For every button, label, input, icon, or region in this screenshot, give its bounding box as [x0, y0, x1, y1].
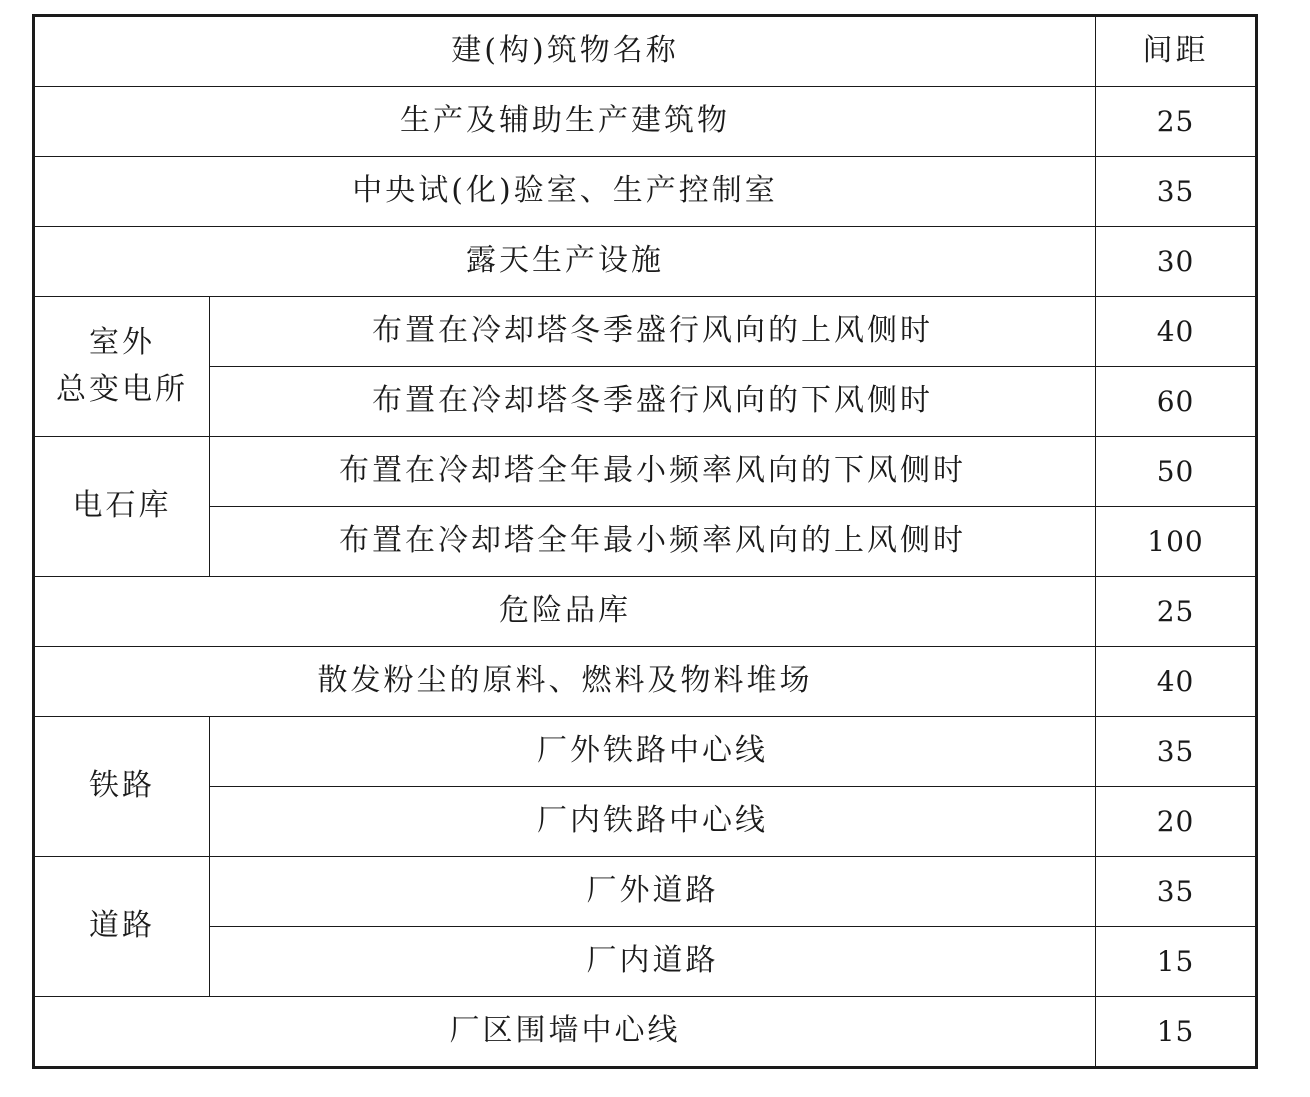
row-name-cell: 生产及辅助生产建筑物 — [34, 87, 1096, 157]
row-distance-cell: 100 — [1096, 507, 1257, 577]
table-row — [34, 997, 1257, 1068]
row-name-cell: 布置在冷却塔冬季盛行风向的上风侧时 — [210, 297, 1096, 367]
table-row — [34, 577, 1257, 647]
header-distance-cell: 间距 — [1096, 16, 1257, 87]
row-distance-cell: 25 — [1096, 577, 1257, 647]
group-cell-road: 道路 — [34, 857, 210, 997]
row-distance-cell: 35 — [1096, 717, 1257, 787]
table-row — [34, 367, 1257, 437]
table-row — [34, 227, 1257, 297]
row-name-cell: 厂外铁路中心线 — [210, 717, 1096, 787]
row-name-cell: 布置在冷却塔全年最小频率风向的下风侧时 — [210, 437, 1096, 507]
row-distance-cell: 40 — [1096, 297, 1257, 367]
row-distance-cell: 40 — [1096, 647, 1257, 717]
row-name-cell: 厂区围墙中心线 — [34, 997, 1096, 1068]
row-name-cell: 危险品库 — [34, 577, 1096, 647]
row-distance-cell: 20 — [1096, 787, 1257, 857]
spacing-table — [32, 14, 1258, 1069]
row-distance-cell: 50 — [1096, 437, 1257, 507]
table-row — [34, 717, 1257, 787]
table-row — [34, 857, 1257, 927]
header-row — [34, 16, 1257, 87]
row-distance-cell: 60 — [1096, 367, 1257, 437]
row-name-cell: 厂内铁路中心线 — [210, 787, 1096, 857]
table-row — [34, 787, 1257, 857]
row-name-cell: 布置在冷却塔冬季盛行风向的下风侧时 — [210, 367, 1096, 437]
row-name-cell: 厂外道路 — [210, 857, 1096, 927]
row-name-cell: 中央试(化)验室、生产控制室 — [34, 157, 1096, 227]
row-distance-cell: 30 — [1096, 227, 1257, 297]
group-label-line2: 总变电所 — [56, 371, 188, 407]
group-label-line1: 室外 — [89, 325, 155, 360]
table-row — [34, 927, 1257, 997]
row-distance-cell: 15 — [1096, 997, 1257, 1068]
row-name-cell: 散发粉尘的原料、燃料及物料堆场 — [34, 647, 1096, 717]
row-distance-cell: 25 — [1096, 87, 1257, 157]
table-row — [34, 437, 1257, 507]
header-name-cell: 建(构)筑物名称 — [34, 16, 1096, 87]
table-row — [34, 647, 1257, 717]
group-cell-railway: 铁路 — [34, 717, 210, 857]
table-row — [34, 507, 1257, 577]
row-name-cell: 布置在冷却塔全年最小频率风向的上风侧时 — [210, 507, 1096, 577]
group-cell-substation — [34, 297, 210, 437]
row-name-cell: 厂内道路 — [210, 927, 1096, 997]
table-row — [34, 297, 1257, 367]
row-distance-cell: 35 — [1096, 157, 1257, 227]
group-cell-carbide: 电石库 — [34, 437, 210, 577]
row-distance-cell: 35 — [1096, 857, 1257, 927]
table-row — [34, 87, 1257, 157]
table-row — [34, 157, 1257, 227]
row-name-cell: 露天生产设施 — [34, 227, 1096, 297]
row-distance-cell: 15 — [1096, 927, 1257, 997]
